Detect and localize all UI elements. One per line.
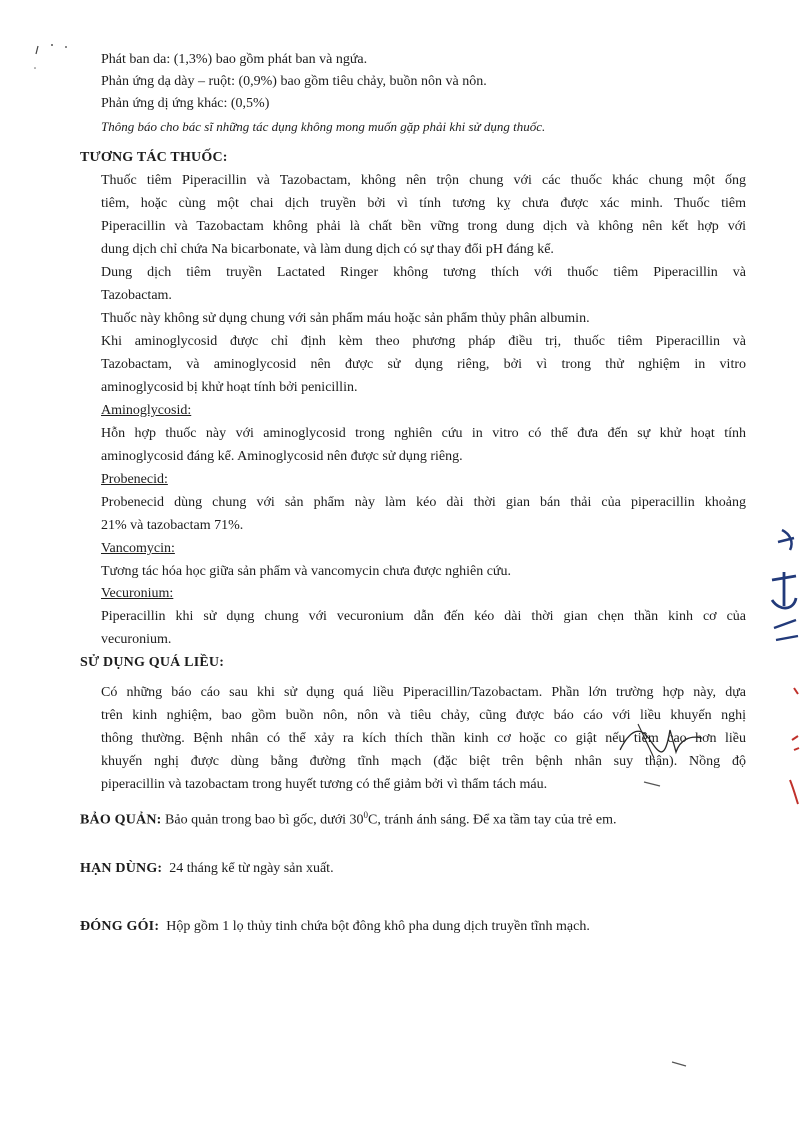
aminoglycosid-line-1: Hỗn hợp thuốc này với aminoglycosid trong nghiên cứu in vitro có thể đưa đến sự khử hoạt tính (101, 426, 746, 441)
interactions-p1-line-2: tiêm, hoặc cùng một chai dịch truyền bởi vì tính tương kỵ chưa được xác minh. Thuốc tiêm (101, 196, 746, 211)
storage-text-post: C, tránh ánh sáng. Để xa tầm tay của trẻ em. (368, 812, 617, 828)
interactions-heading: TƯƠNG TÁC THUỐC: (80, 150, 228, 165)
vecuronium-line-2: vecuronium. (101, 632, 172, 647)
storage-text-pre: Bảo quản trong bao bì gốc, dưới 30 (165, 812, 364, 828)
overdose-line-5: piperacillin và tazobactam trong huyết tương có thể giảm bởi vì thẩm tách máu. (101, 777, 548, 792)
side-effect-notice: Thông báo cho bác sĩ những tác dụng không mong muốn gặp phải khi sử dụng thuốc. (101, 119, 546, 134)
probenecid-line-1: Probenecid dùng chung với sản phẩm này làm kéo dài thời gian bán thải của piperacillin khoảng (101, 495, 746, 510)
interactions-p2-line-1: Dung dịch tiêm truyền Lactated Ringer không tương thích với thuốc tiêm Piperacillin và (101, 265, 746, 280)
interactions-p2-line-2: Tazobactam. (101, 288, 172, 303)
interactions-p1-line-3: Piperacillin và Tazobactam không phải là chất bền vững trong dung dịch và không nên kết hợp với (101, 219, 746, 234)
shelf-life-text: 24 tháng kể từ ngày sản xuất. (169, 861, 334, 876)
overdose-heading: SỬ DỤNG QUÁ LIỀU: (80, 655, 225, 670)
packaging-text: Hộp gồm 1 lọ thủy tinh chứa bột đông khô pha dung dịch truyền tĩnh mạch. (166, 919, 590, 934)
overdose-line-1: Có những báo cáo sau khi sử dụng quá liều Piperacillin/Tazobactam. Phần lớn trường hợp này, dựa (101, 685, 746, 700)
vecuronium-title: Vecuronium: (101, 586, 174, 601)
overdose-line-2: trên kinh nghiệm, bao gồm buồn nôn, nôn và tiêu chảy, cũng được báo cáo với liều khuyến nghị (101, 708, 746, 723)
overdose-line-3: thông thường. Bệnh nhân có thể xảy ra kích thích thần kinh cơ hoặc co giật nếu tiêm cao hơn liều (101, 731, 746, 746)
storage-label: BẢO QUẢN: (80, 812, 162, 828)
side-effect-allergy: Phản ứng dị ứng khác: (0,5%) (101, 96, 270, 111)
aminoglycosid-line-2: aminoglycosid đáng kể. Aminoglycosid nên được sử dụng riêng. (101, 449, 463, 464)
shelf-life-label: HẠN DÙNG: (80, 861, 163, 876)
interactions-p3: Thuốc này không sử dụng chung với sản phẩm máu hoặc sản phẩm thủy phân albumin. (101, 311, 590, 326)
packaging-label: ĐÓNG GÓI: (80, 919, 160, 934)
handwritten-signature-mark (610, 710, 730, 770)
vecuronium-line-1: Piperacillin khi sử dụng chung với vecuronium dẫn đến kéo dài thời gian chẹn thần kinh cơ của (101, 609, 746, 624)
red-stamp-fragment-mark (776, 680, 800, 810)
interactions-p4-line-1: Khi aminoglycosid được chỉ định kèm theo phương pháp điều trị, thuốc tiêm Piperacillin và (101, 334, 746, 349)
scan-dash-mark-bottom (668, 1058, 698, 1070)
vancomycin-title: Vancomycin: (101, 541, 175, 556)
scan-dash-mark (640, 778, 670, 790)
overdose-line-4: khuyến nghị được dùng bằng đường tĩnh mạch (đặc biệt trên bệnh nhân suy thận). Nồng độ (101, 754, 746, 769)
interactions-p4-line-3: aminoglycosid bị khử hoạt tính bởi penicillin. (101, 380, 358, 395)
interactions-p1-line-1: Thuốc tiêm Piperacillin và Tazobactam, không nên trộn chung với các thuốc khác chung một ống (101, 173, 746, 188)
vancomycin-line-1: Tương tác hóa học giữa sản phẩm và vancomycin chưa được nghiên cứu. (101, 564, 512, 579)
side-effect-gi: Phản ứng dạ dày – ruột: (0,9%) bao gồm tiêu chảy, buồn nôn và nôn. (101, 74, 487, 89)
storage-degree-sup: 0 (363, 810, 369, 820)
probenecid-line-2: 21% và tazobactam 71%. (101, 518, 244, 533)
aminoglycosid-title: Aminoglycosid: (101, 403, 192, 418)
interactions-p4-line-2: Tazobactam, và aminoglycosid nên được sử dụng riêng, bởi vì trong thử nghiệm in vitro (101, 357, 746, 372)
scan-speck-mark (30, 36, 80, 76)
probenecid-title: Probenecid: (101, 472, 168, 487)
packaging-row (80, 918, 590, 936)
partial-stamp-mark (760, 520, 800, 660)
side-effect-rash: Phát ban da: (1,3%) bao gồm phát ban và ngứa. (101, 52, 368, 67)
interactions-p1-line-4: dung dịch chỉ chứa Na bicarbonate, và làm dung dịch có sự thay đổi pH đáng kể. (101, 242, 554, 257)
storage-row (80, 806, 616, 830)
shelf-life-row (80, 860, 334, 878)
